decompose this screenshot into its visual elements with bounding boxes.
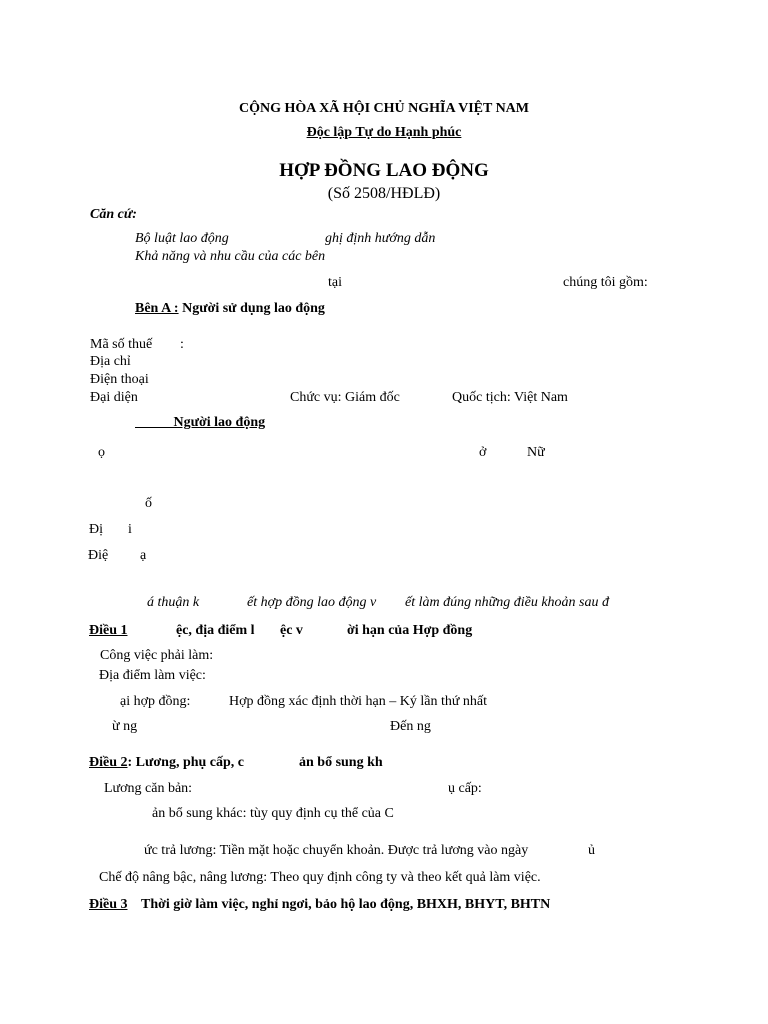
party-a-heading [135,301,325,317]
nation-title: CỘNG HÒA XÃ HỘI CHỦ NGHĨA VIỆT NAM [238,101,529,116]
party-b-female: Nữ [527,445,545,460]
article-1-to-date: Đến ng [390,719,431,734]
party-b-phone-fragment: ạ [140,548,147,563]
basis-heading: Căn cứ: [90,207,137,222]
article-2-allowance: ụ cấp: [448,781,482,796]
article-1-contract-type-label: ại hợp đồng: [120,694,191,709]
party-b-sex-fragment: ở [479,445,487,460]
motto: Độc lập Tự do Hạnh phúc [306,125,462,140]
party-b-label-blank [135,415,174,430]
party-a-position: Chức vụ: Giám đốc [290,390,400,405]
article-1-place: Địa điểm làm việc: [99,668,206,683]
article-3-title: Thời giờ làm việc, nghỉ ngơi, bảo hộ lao động, BHXH, BHYT, BHTN [141,897,551,912]
article-2-salary: Lương căn bản: [104,781,193,796]
basis-capacity: Khả năng và nhu cầu của các bên [135,249,326,264]
article-1-from-date: ừ ng [112,719,138,734]
party-b-phone-label: Điệ [88,548,109,563]
article-2-pay-tail: ủ [588,843,595,858]
party-b-address-label: Đị [89,522,103,537]
agreement-part-2: ết hợp đồng lao động v [247,595,377,610]
party-a-address: Địa chỉ [90,354,131,369]
agreement-part-3: ết làm đúng những điều khoản sau đ [405,595,610,610]
article-1-job: Công việc phải làm: [100,648,214,663]
party-b-id-fragment: ố [145,496,152,511]
basis-law: Bộ luật lao động [135,231,229,246]
party-b-title: Người lao động [173,415,266,430]
article-1-number: Điều 1 [89,623,128,638]
article-2-pay-method: ức trả lương: Tiền mặt hoặc chuyển khoản. Được trả lương vào ngày [144,843,529,858]
article-2-title-part-2: ản bổ sung kh [299,755,383,770]
article-1-contract-type-value: Hợp đồng xác định thời hạn – Ký lần thứ nhất [229,694,488,709]
party-a-representative: Đại diện [90,390,138,405]
basis-at: tại [328,275,342,290]
party-a-title: Người sử dụng lao động [178,301,325,316]
article-2-title-part-1: : Lương, phụ cấp, c [127,755,245,770]
document-number: (Số 2508/HĐLĐ) [327,185,441,202]
party-a-label: Bên A : [135,301,179,316]
basis-parties: chúng tôi gồm: [563,275,648,290]
agreement-part-1: á thuận k [147,595,200,610]
party-a-nationality: Quốc tịch: Việt Nam [452,390,568,405]
article-1-title-part-2: ệc v [280,623,303,638]
party-a-phone: Điện thoại [90,372,149,387]
party-a-tax-colon: : [180,337,184,352]
article-1-title-part-3: ời hạn của Hợp đồng [347,623,473,638]
party-b-address-fragment: i [128,522,132,537]
article-1-title-part-1: ệc, địa điểm l [176,623,255,638]
basis-decree: ghị định hướng dẫn [325,231,436,246]
article-2-heading [89,755,244,771]
article-2-extra-pay: ản bổ sung khác: tùy quy định cụ thể của C [152,806,394,821]
article-2-raise-policy: Chế độ nâng bậc, nâng lương: Theo quy định công ty và theo kết quả làm việc. [99,870,541,885]
document-title: HỢP ĐỒNG LAO ĐỘNG [279,160,489,181]
party-a-tax-code: Mã số thuế [90,337,153,352]
article-2-number: Điều 2 [89,755,128,770]
party-b-name-fragment: ọ [98,445,105,460]
party-b-heading [135,415,265,431]
article-3-number: Điều 3 [89,897,128,912]
